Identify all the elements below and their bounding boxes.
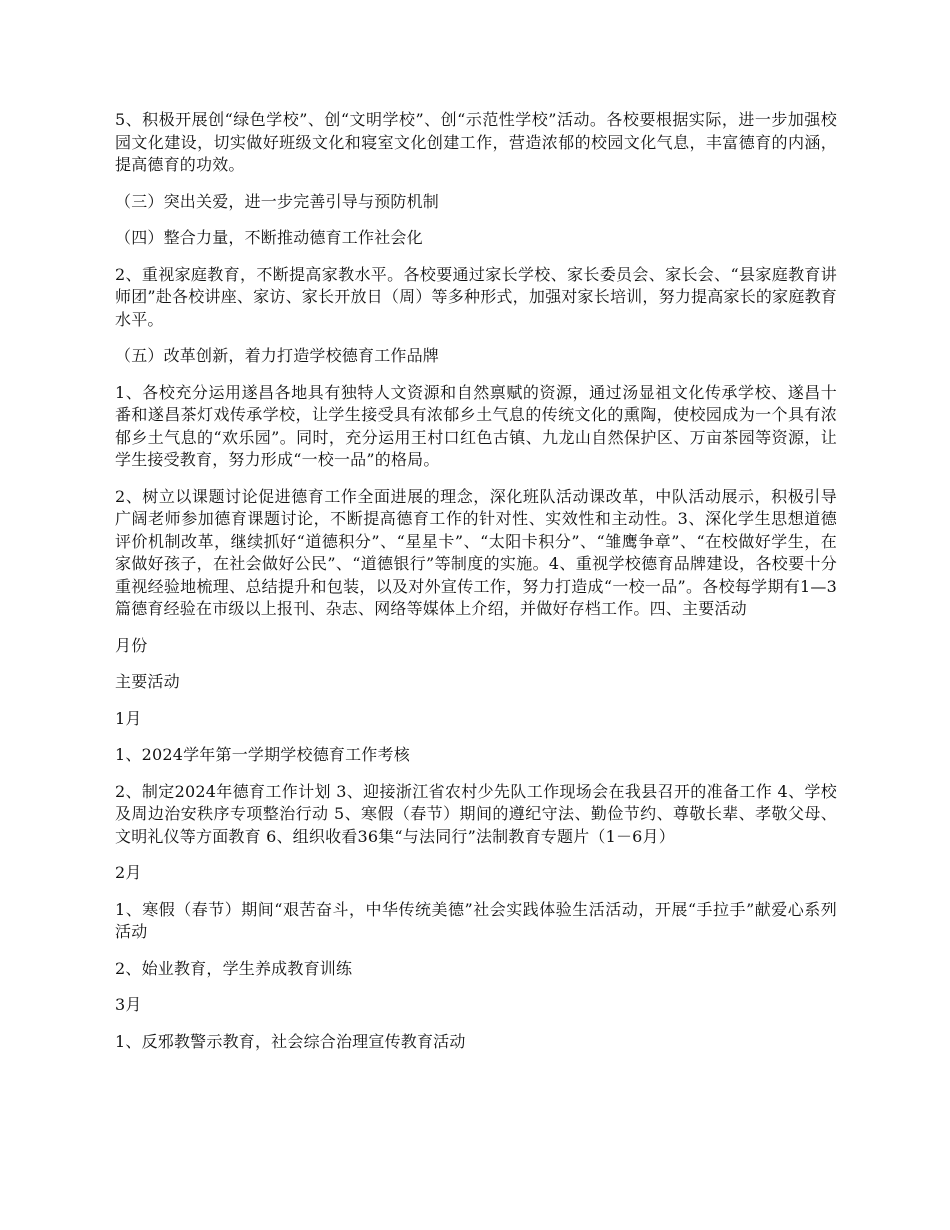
month-march: 3月 bbox=[115, 995, 142, 1014]
heading-section-3: （三）突出关爱，进一步完善引导与预防机制 bbox=[115, 191, 440, 211]
paragraph-family-education: 2、重视家庭教育，不断提高家教水平。各校要通过家长学校、家长委员会、家长会、“县家庭教育讲师团”赴各校讲座、家访、家长开放日（周）等多种形式，加强对家长培训，努力提高家长的家庭教育水平。 bbox=[115, 264, 837, 329]
label-month: 月份 bbox=[115, 635, 148, 655]
paragraph-culture-resources: 1、各校充分运用遂昌各地具有独特人文资源和自然禀赋的资源，通过汤显祖文化传承学校、遂昌十番和遂昌茶灯戏传承学校，让学生接受具有浓郁乡土气息的传统文化的熏陶，使校园成为一个具有浓郁乡土气息的“欢乐园”。同时，充分运用王村口红色古镇、九龙山自然保护区、万亩茶园等资源，让学生接受教育，努力形成“一校一品”的格局。 bbox=[115, 382, 837, 469]
heading-section-4: （四）整合力量，不断推动德育工作社会化 bbox=[115, 228, 423, 247]
paragraph-research-reform: 2、树立以课题讨论促进德育工作全面进展的理念，深化班队活动课改革，中队活动展示，积极引导广阔老师参加德育课题讨论，不断提高德育工作的针对性、实效性和主动性。3、深化学生思想道德评价机制改革，继续抓好“道德积分”、“星星卡”、“太阳卡积分”、“雏鹰争章”、“在校做好学生，在家做好孩子，在社会做好公民”、“道德银行”等制度的实施。4、重视学校德育品牌建设，各校要十分重视经验地梳理、总结提升和包装，以及对外宣传工作，努力打造成“一校一品”。各校每学期有1—3篇德育经验在市级以上报刊、杂志、网络等媒体上介绍，并做好存档工作。四、主要活动 bbox=[115, 486, 837, 618]
heading-section-5: （五）改革创新，着力打造学校德育工作品牌 bbox=[115, 346, 440, 365]
label-main-activities: 主要活动 bbox=[115, 672, 180, 691]
march-item-1: 1、反邪教警示教育，社会综合治理宣传教育活动 bbox=[115, 1031, 466, 1051]
month-january: 1月 bbox=[115, 708, 142, 728]
paragraph-activity-5: 5、积极开展创“绿色学校”、创“文明学校”、创“示范性学校”活动。各校要根据实际，进一步加强校园文化建设，切实做好班级文化和寝室文化创建工作，营造浓郁的校园文化气息，丰富德育的内涵，提高德育的功效。 bbox=[115, 110, 837, 174]
february-item-2: 2、始业教育，学生养成教育训练 bbox=[115, 958, 353, 978]
january-item-2: 2、制定2024年德育工作计划 3、迎接浙江省农村少先队工作现场会在我县召开的准备工作 4、学校及周边治安秩序专项整治行动 5、寒假（春节）期间的遵纪守法、勤俭节约、尊敬长辈、孝敬父母、文明礼仪等方面教育 6、组织收看36集“与法同行”法制教育专题片（1－6月） bbox=[115, 781, 837, 846]
document-page bbox=[115, 109, 837, 1067]
january-item-1: 1、2024学年第一学期学校德育工作考核 bbox=[115, 745, 410, 764]
february-item-1: 1、寒假（春节）期间“艰苦奋斗，中华传统美德”社会实践体验生活活动，开展“手拉手”献爱心系列活动 bbox=[115, 899, 837, 941]
month-february: 2月 bbox=[115, 863, 142, 882]
